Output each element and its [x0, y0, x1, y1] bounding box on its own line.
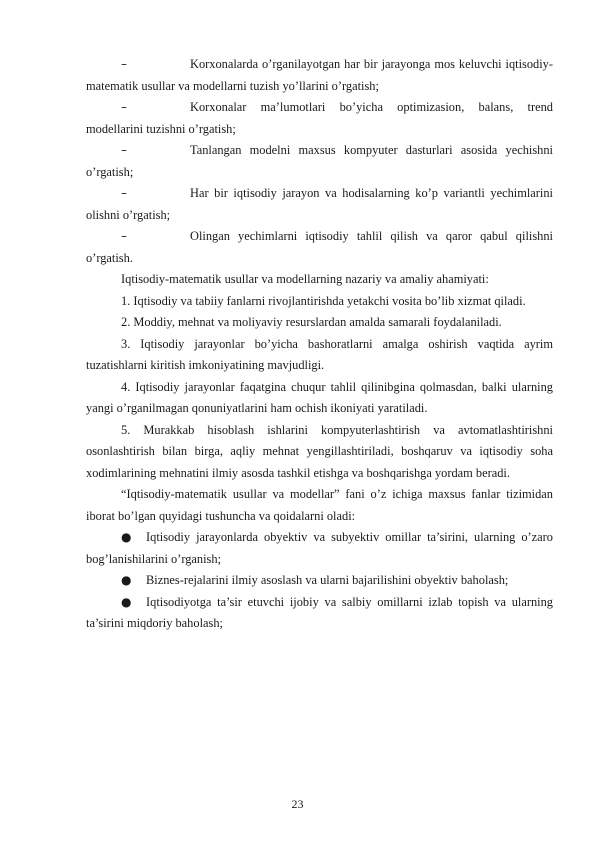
list-item [86, 54, 553, 97]
list-item-text: Korxonalar ma’lumotlari bo’yicha optimizasion, balans, trend modellarini tuzishni o’rgatish; [86, 100, 553, 136]
list-item-text: Korxonalarda o’rganilayotgan har bir jarayonga mos keluvchi iqtisodiy-matematik usullar va modellarni tuzish yo’llarini o’rgatish; [86, 57, 553, 93]
intro-paragraph: “Iqtisodiy-matematik usullar va modellar” fani o’z ichiga maxsus fanlar tizimidan iborat bo’lgan quyidagi tushuncha va qoidalarni oladi: [86, 487, 553, 523]
dash-marker: – [121, 229, 127, 243]
list-item-text: Olingan yechimlarni iqtisodiy tahlil qilish va qaror qabul qilishni o’rgatish. [86, 229, 553, 265]
dash-marker: – [121, 57, 127, 71]
significance-heading: Iqtisodiy-matematik usullar va modellarning nazariy va amaliy ahamiyati: [121, 272, 489, 286]
objectives-dash-list [86, 54, 553, 269]
numbered-item: 1. Iqtisodiy va tabiiy fanlarni rivojlantirishda yetakchi vosita bo’lib xizmat qiladi. [121, 293, 526, 308]
list-item [86, 183, 553, 226]
dash-marker: – [121, 186, 127, 200]
list-item [86, 140, 553, 183]
bullet-icon: ● [121, 530, 132, 544]
list-item-text: Tanlangan modelni maxsus kompyuter dasturlari asosida yechishni o’rgatish; [86, 143, 553, 179]
dash-marker: – [121, 100, 127, 114]
list-item-text: Har bir iqtisodiy jarayon va hodisalarning ko’p variantli yechimlarini olishni o’rgatish; [86, 186, 553, 222]
dash-marker: – [121, 143, 127, 157]
list-item [86, 570, 553, 592]
numbered-item: 3. Iqtisodiy jarayonlar bo’yicha bashoratlarni amalga oshirish vaqtida ayrim tuzatishlarni kiritish imkoniyatining mavjudligi. [86, 336, 553, 372]
page-number: 23 [291, 797, 304, 811]
list-item [86, 97, 553, 140]
bullet-icon: ● [121, 594, 132, 609]
significance-numbered-list [86, 291, 553, 485]
list-item-text: Iqtisodiyotga ta’sir etuvchi ijobiy va salbiy omillarni izlab topish va ularning ta’sirini miqdoriy baholash; [86, 594, 553, 630]
list-item [86, 527, 553, 570]
bullet-icon: ● [121, 573, 132, 587]
numbered-item: 5. Murakkab hisoblash ishlarini kompyuterlashtirish va avtomatlashtirishni osonlashtirish bilan birga, aqliy mehnat yengillashtiriladi, boshqaruv va iqtisodiy soha xodimlarining mehnatini ilmiy asosda tashkil etishga va boshqarishga yordam beradi. [86, 422, 553, 480]
list-item [86, 226, 553, 269]
concepts-bullet-list [86, 527, 553, 635]
list-item [86, 592, 553, 635]
document-body [86, 54, 553, 635]
list-item-text: Biznes-rejalarini ilmiy asoslash va ularni bajarilishini obyektiv baholash; [146, 573, 509, 587]
numbered-item: 2. Moddiy, mehnat va moliyaviy resurslardan amalda samarali foydalaniladi. [121, 315, 502, 329]
numbered-item: 4. Iqtisodiy jarayonlar faqatgina chuqur tahlil qilinibgina qolmasdan, balki ularning yangi o’rganilmagan qonuniyatlarini ham ochish ikoniyati yaratiladi. [86, 379, 553, 415]
list-item-text: Iqtisodiy jarayonlarda obyektiv va subyektiv omillar ta’sirini, ularning o’zaro bog’lanishilarini o’rganish; [86, 530, 553, 566]
